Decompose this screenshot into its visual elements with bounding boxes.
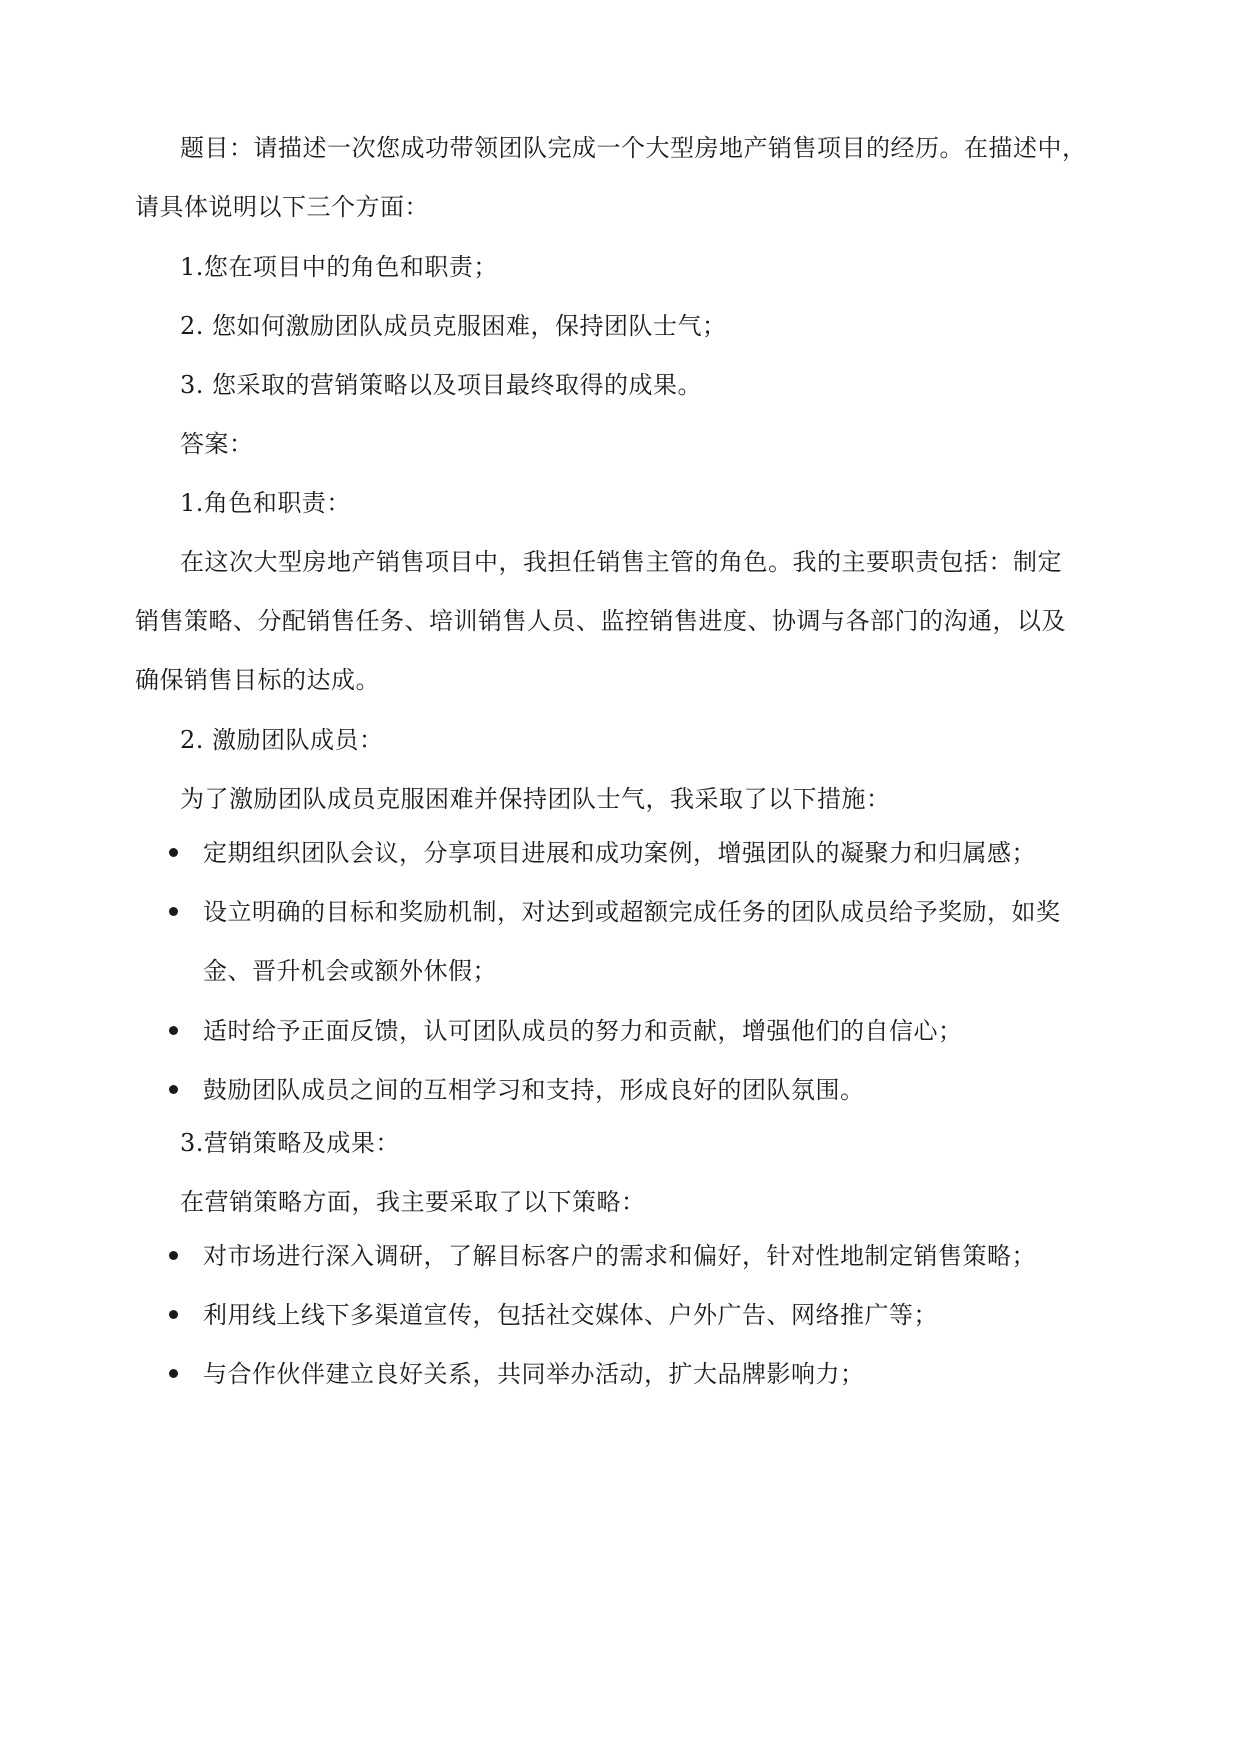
question-item-3: 3. 您采取的营销策略以及项目最终取得的成果。: [180, 371, 703, 399]
question-line-2: 请具体说明以下三个方面：: [135, 193, 429, 221]
section3-bullet-3: 与合作伙伴建立良好关系，共同举办活动，扩大品牌影响力；: [203, 1360, 865, 1388]
question-item-1: 1.您在项目中的角色和职责；: [180, 253, 498, 281]
section3-bullet-1: 对市场进行深入调研，了解目标客户的需求和偏好，针对性地制定销售策略；: [203, 1242, 1036, 1270]
bullet-dot: [169, 1251, 178, 1260]
section1-para-line-2: 销售策略、分配销售任务、培训销售人员、监控销售进度、协调与各部门的沟通，以及: [135, 607, 1066, 635]
section1-heading: 1.角色和职责：: [180, 489, 351, 517]
section2-bullet-4: 鼓励团队成员之间的互相学习和支持，形成良好的团队氛围。: [203, 1076, 865, 1104]
section2-bullet-1: 定期组织团队会议，分享项目进展和成功案例，增强团队的凝聚力和归属感；: [203, 839, 1036, 867]
section2-bullet-2-line-2: 金、晋升机会或额外休假；: [203, 957, 497, 985]
bullet-dot: [169, 1369, 178, 1378]
section2-bullet-3: 适时给予正面反馈，认可团队成员的努力和贡献，增强他们的自信心；: [203, 1017, 963, 1045]
bullet-dot: [169, 1310, 178, 1319]
section3-intro: 在营销策略方面，我主要采取了以下策略：: [180, 1188, 646, 1216]
question-item-2: 2. 您如何激励团队成员克服困难，保持团队士气；: [180, 312, 727, 340]
question-line-1: 题目：请描述一次您成功带领团队完成一个大型房地产销售项目的经历。在描述中，: [180, 134, 1087, 162]
section1-para-line-1: 在这次大型房地产销售项目中，我担任销售主管的角色。我的主要职责包括：制定: [180, 548, 1062, 576]
bullet-dot: [169, 907, 178, 916]
section2-heading: 2. 激励团队成员：: [180, 726, 384, 754]
section3-bullet-2: 利用线上线下多渠道宣传，包括社交媒体、户外广告、网络推广等；: [203, 1301, 938, 1329]
bullet-dot: [169, 1026, 178, 1035]
section2-bullet-2-line-1: 设立明确的目标和奖励机制，对达到或超额完成任务的团队成员给予奖励，如奖: [203, 898, 1061, 926]
bullet-dot: [169, 848, 178, 857]
section3-heading: 3.营销策略及成果：: [180, 1129, 400, 1157]
section1-para-line-3: 确保销售目标的达成。: [135, 666, 380, 694]
answer-label: 答案：: [180, 430, 254, 458]
bullet-dot: [169, 1085, 178, 1094]
section2-intro: 为了激励团队成员克服困难并保持团队士气，我采取了以下措施：: [180, 785, 891, 813]
